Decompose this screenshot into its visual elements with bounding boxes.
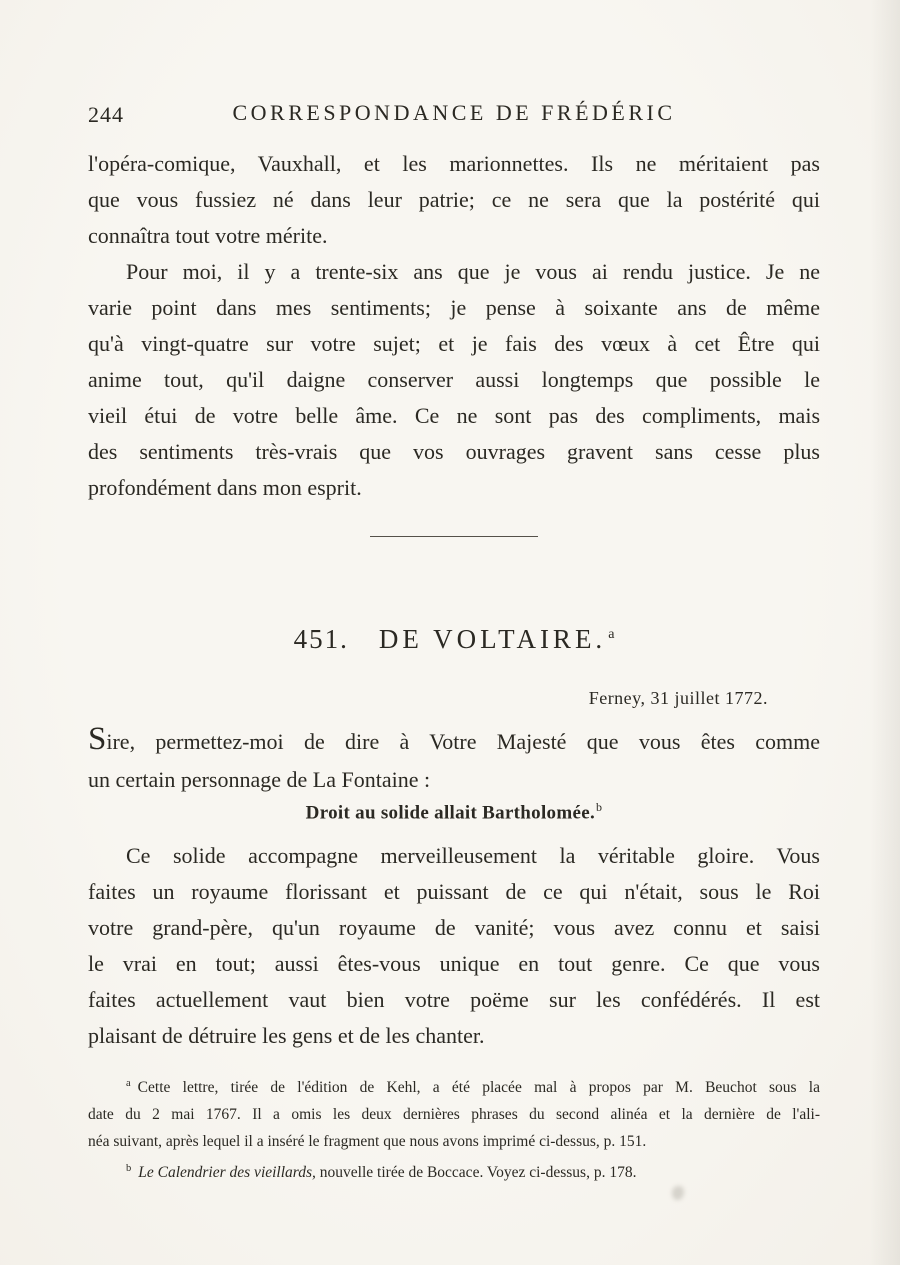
page-edge-shading	[870, 0, 900, 1265]
page-number: 244	[88, 102, 124, 127]
divider-rule	[370, 536, 538, 537]
footnote-text: Cette lettre, tirée de l'édition de Kehl, a été placée mal à propos par M. Beuchot sous la	[137, 1079, 820, 1096]
text-line: connaîtra tout votre mérite.	[88, 223, 328, 248]
paragraph-lines	[88, 254, 820, 470]
text-line	[88, 1155, 820, 1186]
text-line: un certain personnage de La Fontaine :	[88, 767, 431, 792]
text-line: Pour moi, il y a trente-six ans que je vous ai rendu justice. Je ne	[126, 259, 820, 284]
body-paragraph	[88, 254, 820, 506]
footnote-text: nouvelle tirée de Boccace. Voyez ci-dessus, p. 178.	[319, 1164, 637, 1181]
text-line: le vrai en tout; aussi êtes-vous unique en tout genre. Ce que vous	[88, 951, 820, 976]
footnote-lines	[88, 1101, 820, 1128]
footnote-work-title: Le Calendrier des vieillards,	[138, 1164, 316, 1181]
text-line: profondément dans mon esprit.	[88, 475, 362, 500]
text-line: Ce solide accompagne merveilleusement la véritable gloire. Vous	[126, 843, 820, 868]
footnotes-block	[88, 1070, 820, 1186]
body-paragraph	[88, 838, 820, 1054]
opening-line-text: ire, permettez-moi de dire à Votre Majesté que vous êtes comme	[106, 729, 820, 754]
footnote-ref-a: a	[608, 627, 615, 642]
text-line: votre grand-père, qu'un royaume de vanité; vous avez connu et saisi	[88, 915, 820, 940]
letter-number: 451.	[293, 624, 349, 654]
opening-initial-letter: S	[88, 721, 107, 757]
verse-text: Droit au solide allait Bartholomée.	[305, 802, 595, 824]
page-body-text	[88, 146, 820, 506]
body-paragraph	[88, 146, 820, 254]
paragraph-lines	[88, 146, 820, 218]
text-line	[88, 720, 820, 761]
letter-opening-paragraph	[88, 720, 820, 799]
footnote-b	[88, 1155, 820, 1186]
section-divider	[88, 536, 820, 537]
text-line: varie point dans mes sentiments; je pense à soixante ans de même	[88, 295, 820, 320]
running-header	[88, 100, 820, 130]
text-line: date du 2 mai 1767. Il a omis les deux dernières phrases du second alinéa et la dernière de l'ali-	[88, 1106, 820, 1123]
letter-title: DE VOLTAIRE.	[378, 624, 607, 654]
text-line: des sentiments très-vrais que vos ouvrages gravent sans cesse plus	[88, 439, 820, 464]
letter-body-paragraph	[88, 838, 820, 1054]
scan-smudge-mark	[672, 1186, 684, 1200]
text-line: que vous fussiez né dans leur patrie; ce ne sera que la postérité qui	[88, 187, 820, 212]
footnote-marker-b: b	[126, 1163, 132, 1174]
text-line: qu'à vingt-quatre sur votre sujet; et je fais des vœux à cet Être qui	[88, 331, 820, 356]
footnote-marker-a: a	[126, 1078, 131, 1089]
text-line: néa suivant, après lequel il a inséré le fragment que nous avons imprimé ci-dessus, p. 151.	[88, 1133, 647, 1150]
text-line: plaisant de détruire les gens et de les chanter.	[88, 1023, 485, 1048]
text-line: faites actuellement vaut bien votre poëme sur les confédérés. Il est	[88, 987, 820, 1012]
footnote-a	[88, 1070, 820, 1155]
text-line: vieil étui de votre belle âme. Ce ne sont pas des compliments, mais	[88, 403, 820, 428]
verse-quotation	[88, 800, 820, 824]
paragraph-lines	[88, 838, 820, 1018]
letter-heading	[88, 624, 820, 655]
text-line: l'opéra-comique, Vauxhall, et les marionnettes. Ils ne méritaient pas	[88, 151, 820, 176]
text-line: faites un royaume florissant et puissant de ce qui n'était, sous le Roi	[88, 879, 820, 904]
dateline: Ferney, 31 juillet 1772.	[588, 688, 768, 708]
running-title: CORRESPONDANCE DE FRÉDÉRIC	[232, 100, 676, 125]
text-line: anime tout, qu'il daigne conserver aussi longtemps que possible le	[88, 367, 820, 392]
text-line	[88, 1070, 820, 1101]
footnote-ref-b: b	[596, 800, 603, 814]
